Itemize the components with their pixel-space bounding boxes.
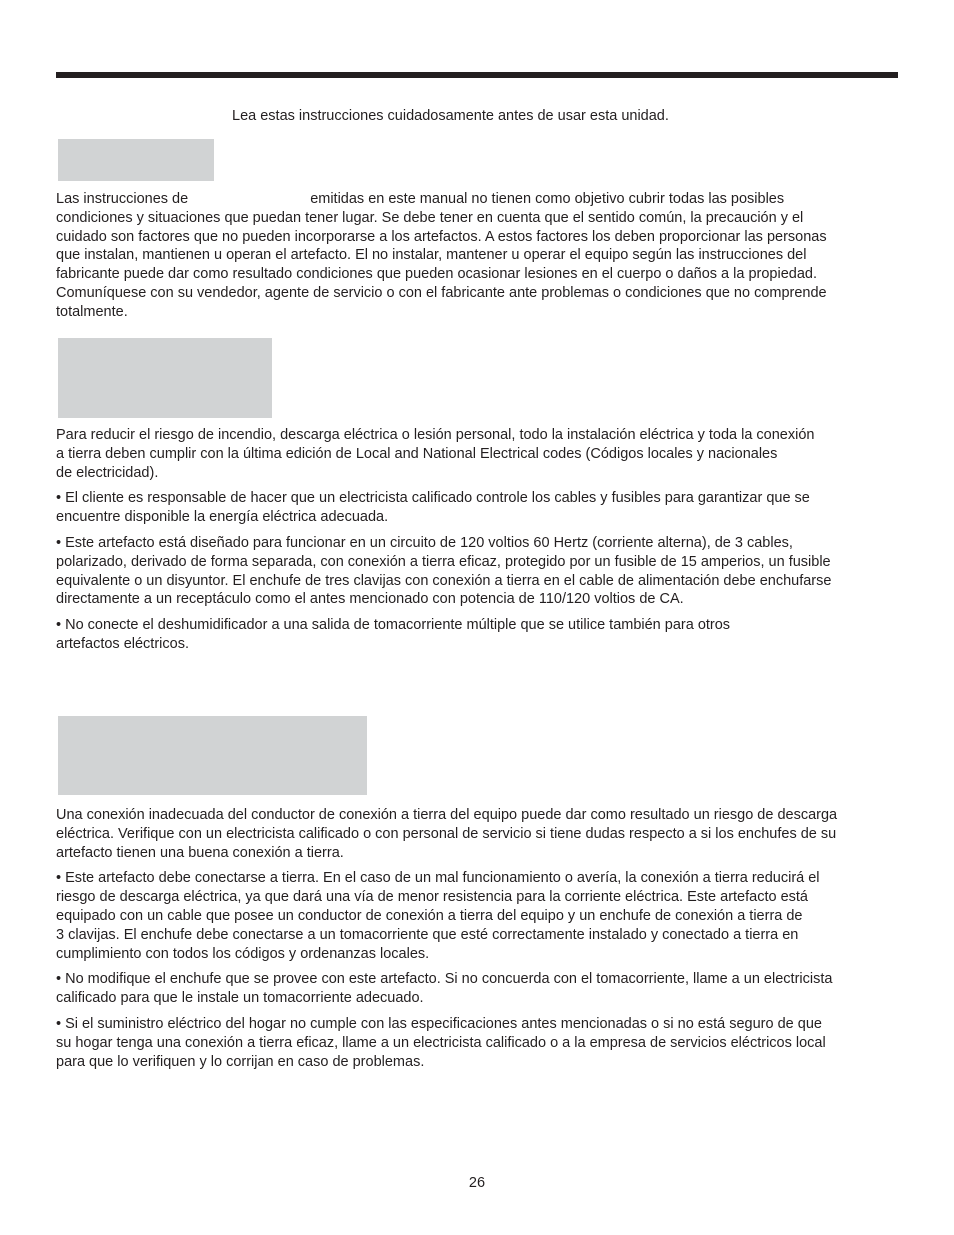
text-line: cumplimiento con todos los códigos y ordenanzas locales. xyxy=(56,945,430,962)
text-line: de electricidad). xyxy=(56,464,159,481)
section-heading-box-2 xyxy=(58,338,272,418)
text-line: fabricante puede dar como resultado condiciones que pueden ocasionar lesiones en el cuerpo o daños a la propiedad. xyxy=(56,266,817,283)
page-number: 26 xyxy=(468,1175,486,1191)
text-line: cuidado son factores que no pueden incorporarse a los artefactos. A estos factores los deben proporcionar las personas xyxy=(56,228,827,245)
text-line: para que lo verifiquen y lo corrijan en caso de problemas. xyxy=(56,1053,425,1070)
text-line: • No conecte el deshumidificador a una salida de tomacorriente múltiple que se utilice también para otros xyxy=(56,617,731,634)
text-line: 3 clavijas. El enchufe debe conectarse a un tomacorriente que esté correctamente instalado y conectado a tierra en xyxy=(56,926,799,943)
text-fragment: Las instrucciones de xyxy=(56,191,189,207)
section-heading-box-3 xyxy=(58,716,367,795)
text-line: que instalan, mantienen u operan el artefacto. El no instalar, mantener u operar el equipo según las instrucciones del xyxy=(56,247,807,264)
section-heading-box-1 xyxy=(58,139,214,181)
text-line: encuentre disponible la energía eléctrica adecuada. xyxy=(56,509,389,526)
text-line: artefactos eléctricos. xyxy=(56,635,189,652)
text-line: Una conexión inadecuada del conductor de conexión a tierra del equipo puede dar como resultado un riesgo de descarga xyxy=(56,807,838,823)
text-line: • El cliente es responsable de hacer que un electricista calificado controle los cables y fusibles para garantizar que se xyxy=(56,490,810,507)
text-line: riesgo de descarga eléctrica, ya que dará una vía de menor resistencia para la corriente eléctrica. Este artefacto está xyxy=(56,889,808,906)
text-line: polarizado, derivado de forma separada, con conexión a tierra eficaz, protegido por un fusible de 15 amperios, un fusible xyxy=(56,553,831,570)
intro-text: Lea estas instrucciones cuidadosamente antes de usar esta unidad. xyxy=(232,108,669,124)
text-line: artefacto tienen una buena conexión a tierra. xyxy=(56,844,344,861)
text-line: • Este artefacto debe conectarse a tierra. En el caso de un mal funcionamiento o avería, la conexión a tierra reducirá el xyxy=(56,870,820,887)
text-line: • Este artefacto está diseñado para funcionar en un circuito de 120 voltios 60 Hertz (corriente alterna), de 3 cables, xyxy=(56,534,793,551)
section-2-body xyxy=(56,426,831,654)
text-line: eléctrica. Verifique con un electricista calificado o con personal de servicio si tiene dudas respecto a si los enchufes de su xyxy=(56,825,837,842)
text-line: directamente a un receptáculo como el antes mencionado con potencia de 110/120 voltios de CA. xyxy=(56,591,684,608)
header-rule xyxy=(56,72,898,78)
text-fragment: emitidas en este manual no tienen como objetivo cubrir todas las posibles xyxy=(310,191,785,207)
text-line: condiciones y situaciones que puedan tener lugar. Se debe tener en cuenta que el sentido común, la precaución y el xyxy=(56,209,804,226)
text-line: a tierra deben cumplir con la última edición de Local and National Electrical codes (Códigos locales y nacionales xyxy=(56,445,778,462)
text-line xyxy=(56,190,827,209)
text-line: totalmente. xyxy=(56,303,128,320)
text-line: Para reducir el riesgo de incendio, descarga eléctrica o lesión personal, todo la instalación eléctrica y toda la conexión xyxy=(56,427,815,443)
text-line: • No modifique el enchufe que se provee con este artefacto. Si no concuerda con el tomacorriente, llame a un electricista xyxy=(56,971,833,988)
text-line: Comuníquese con su vendedor, agente de servicio o con el fabricante ante problemas o condiciones que no comprende xyxy=(56,284,827,301)
text-line: • Si el suministro eléctrico del hogar no cumple con las especificaciones antes mencionadas o si no está seguro de que xyxy=(56,1015,822,1032)
section-3-body xyxy=(56,806,837,1071)
text-line: equivalente o un disyuntor. El enchufe de tres clavijas con conexión a tierra en el cable de alimentación debe enchufarse xyxy=(56,572,832,589)
section-1-body xyxy=(56,190,827,322)
text-line: calificado para que le instale un tomacorriente adecuado. xyxy=(56,990,424,1007)
text-line: equipado con un cable que posee un conductor de conexión a tierra del equipo y un enchufe de conexión a tierra de xyxy=(56,907,803,924)
text-line: su hogar tenga una conexión a tierra eficaz, llame a un electricista calificado o a la empresa de servicios eléctricos local xyxy=(56,1034,826,1051)
